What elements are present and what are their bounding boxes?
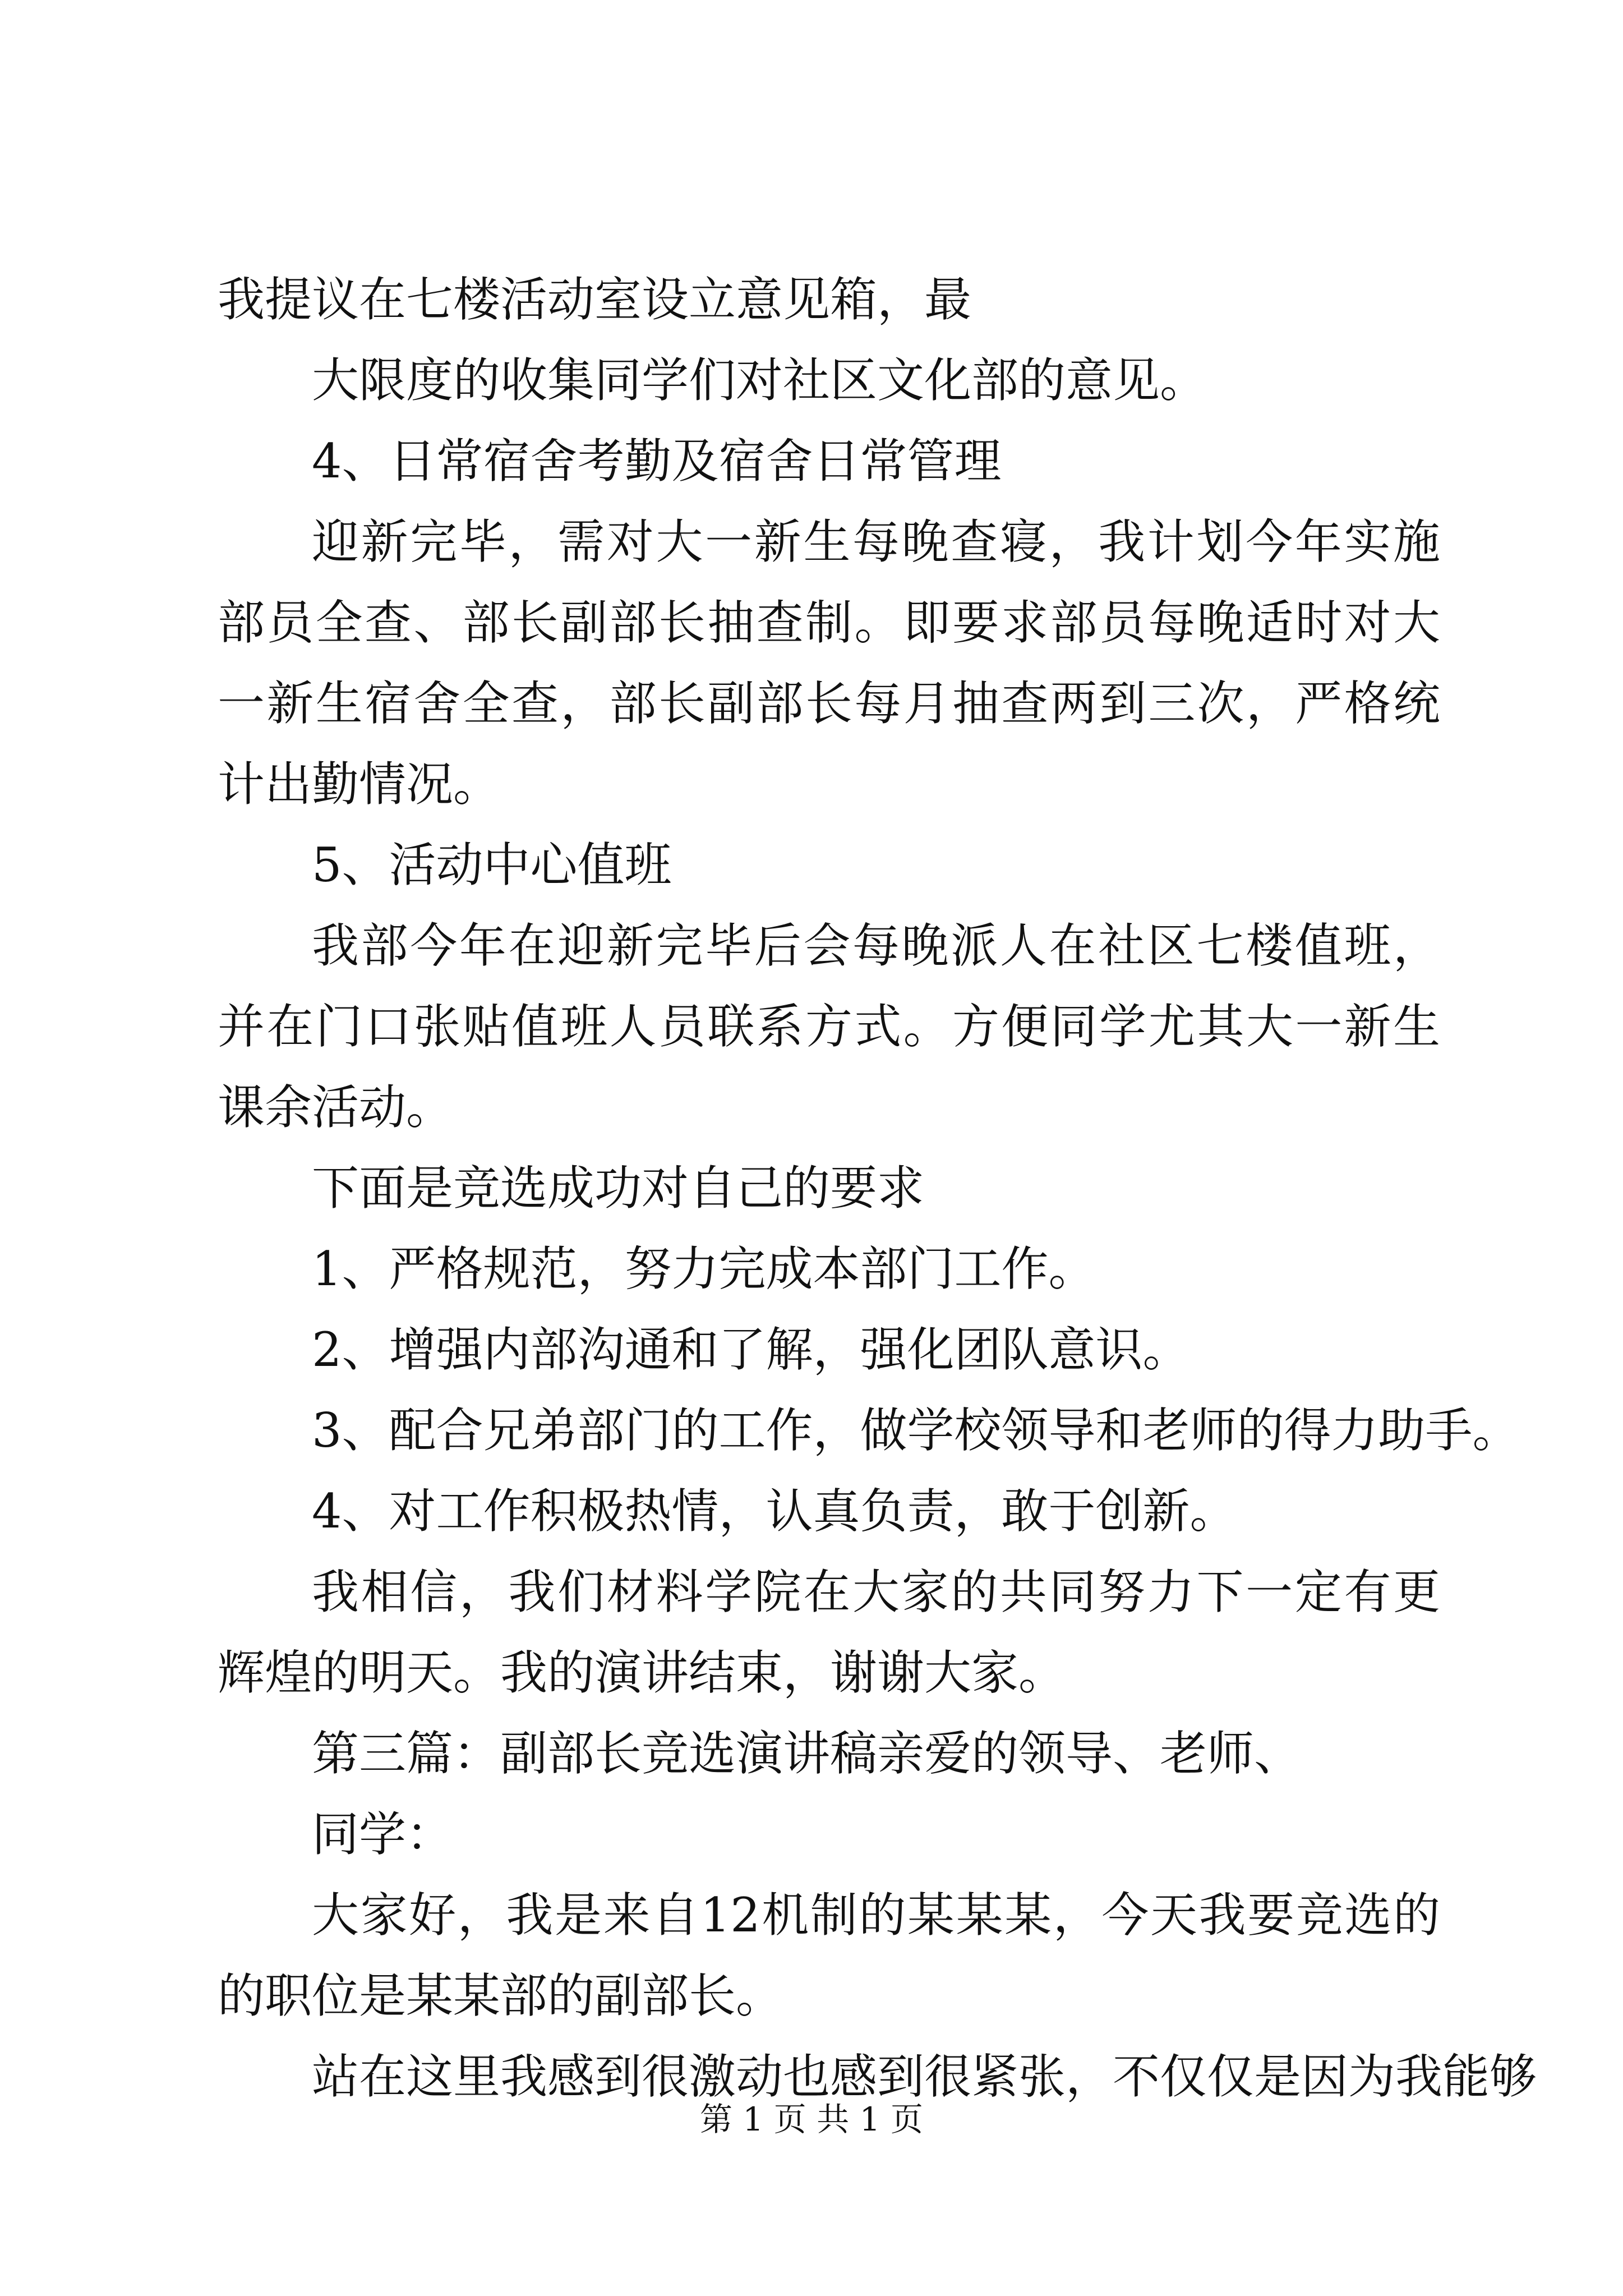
paragraph-10-list-item: 3、配合兄弟部门的工作，做学校领导和老师的得力助手。 [312, 1403, 1520, 1458]
paragraph-4: 迎新完毕，需对大一新生每晚查寝，我计划今年实施部员全查、部长副部长抽查制。即要求部员每晚适时对大一新生宿舍全查，部长副部长每月抽查两到三次，严格统计出勤情况。 [218, 514, 1440, 812]
paragraph-14: 同学： [312, 1807, 454, 1862]
page-footer: 第 1 页 共 1 页 [700, 2100, 923, 2138]
paragraph-3-heading: 4、日常宿舍考勤及宿舍日常管理 [312, 434, 1002, 489]
document-body [218, 259, 1537, 2117]
paragraph-8-list-item: 1、严格规范，努力完成本部门工作。 [312, 1241, 1096, 1296]
paragraph-16: 站在这里我感到很激动也感到很紧张，不仅仅是因为我能够 [312, 2049, 1537, 2104]
paragraph-12: 我相信，我们材料学院在大家的共同努力下一定有更辉煌的明天。我的演讲结束，谢谢大家。 [218, 1565, 1440, 1700]
paragraph-1: 我提议在七楼活动室设立意见箱，最 [218, 272, 972, 327]
paragraph-2: 大限度的收集同学们对社区文化部的意见。 [312, 353, 1207, 408]
paragraph-5-heading: 5、活动中心值班 [312, 838, 672, 892]
paragraph-13-section-title: 第三篇：副部长竞选演讲稿亲爱的领导、老师、 [312, 1726, 1302, 1781]
paragraph-6: 我部今年在迎新完毕后会每晚派人在社区七楼值班，并在门口张贴值班人员联系方式。方便同学尤其大一新生课余活动。 [218, 918, 1440, 1135]
paragraph-11-list-item: 4、对工作积极热情，认真负责，敢于创新。 [312, 1484, 1237, 1539]
paragraph-7: 下面是竞选成功对自己的要求 [312, 1161, 925, 1216]
paragraph-9-list-item: 2、增强内部沟通和了解，强化团队意识。 [312, 1322, 1190, 1377]
paragraph-15: 大家好，我是来自12机制的某某某，今天我要竞选的的职位是某某部的副部长。 [218, 1888, 1440, 2023]
